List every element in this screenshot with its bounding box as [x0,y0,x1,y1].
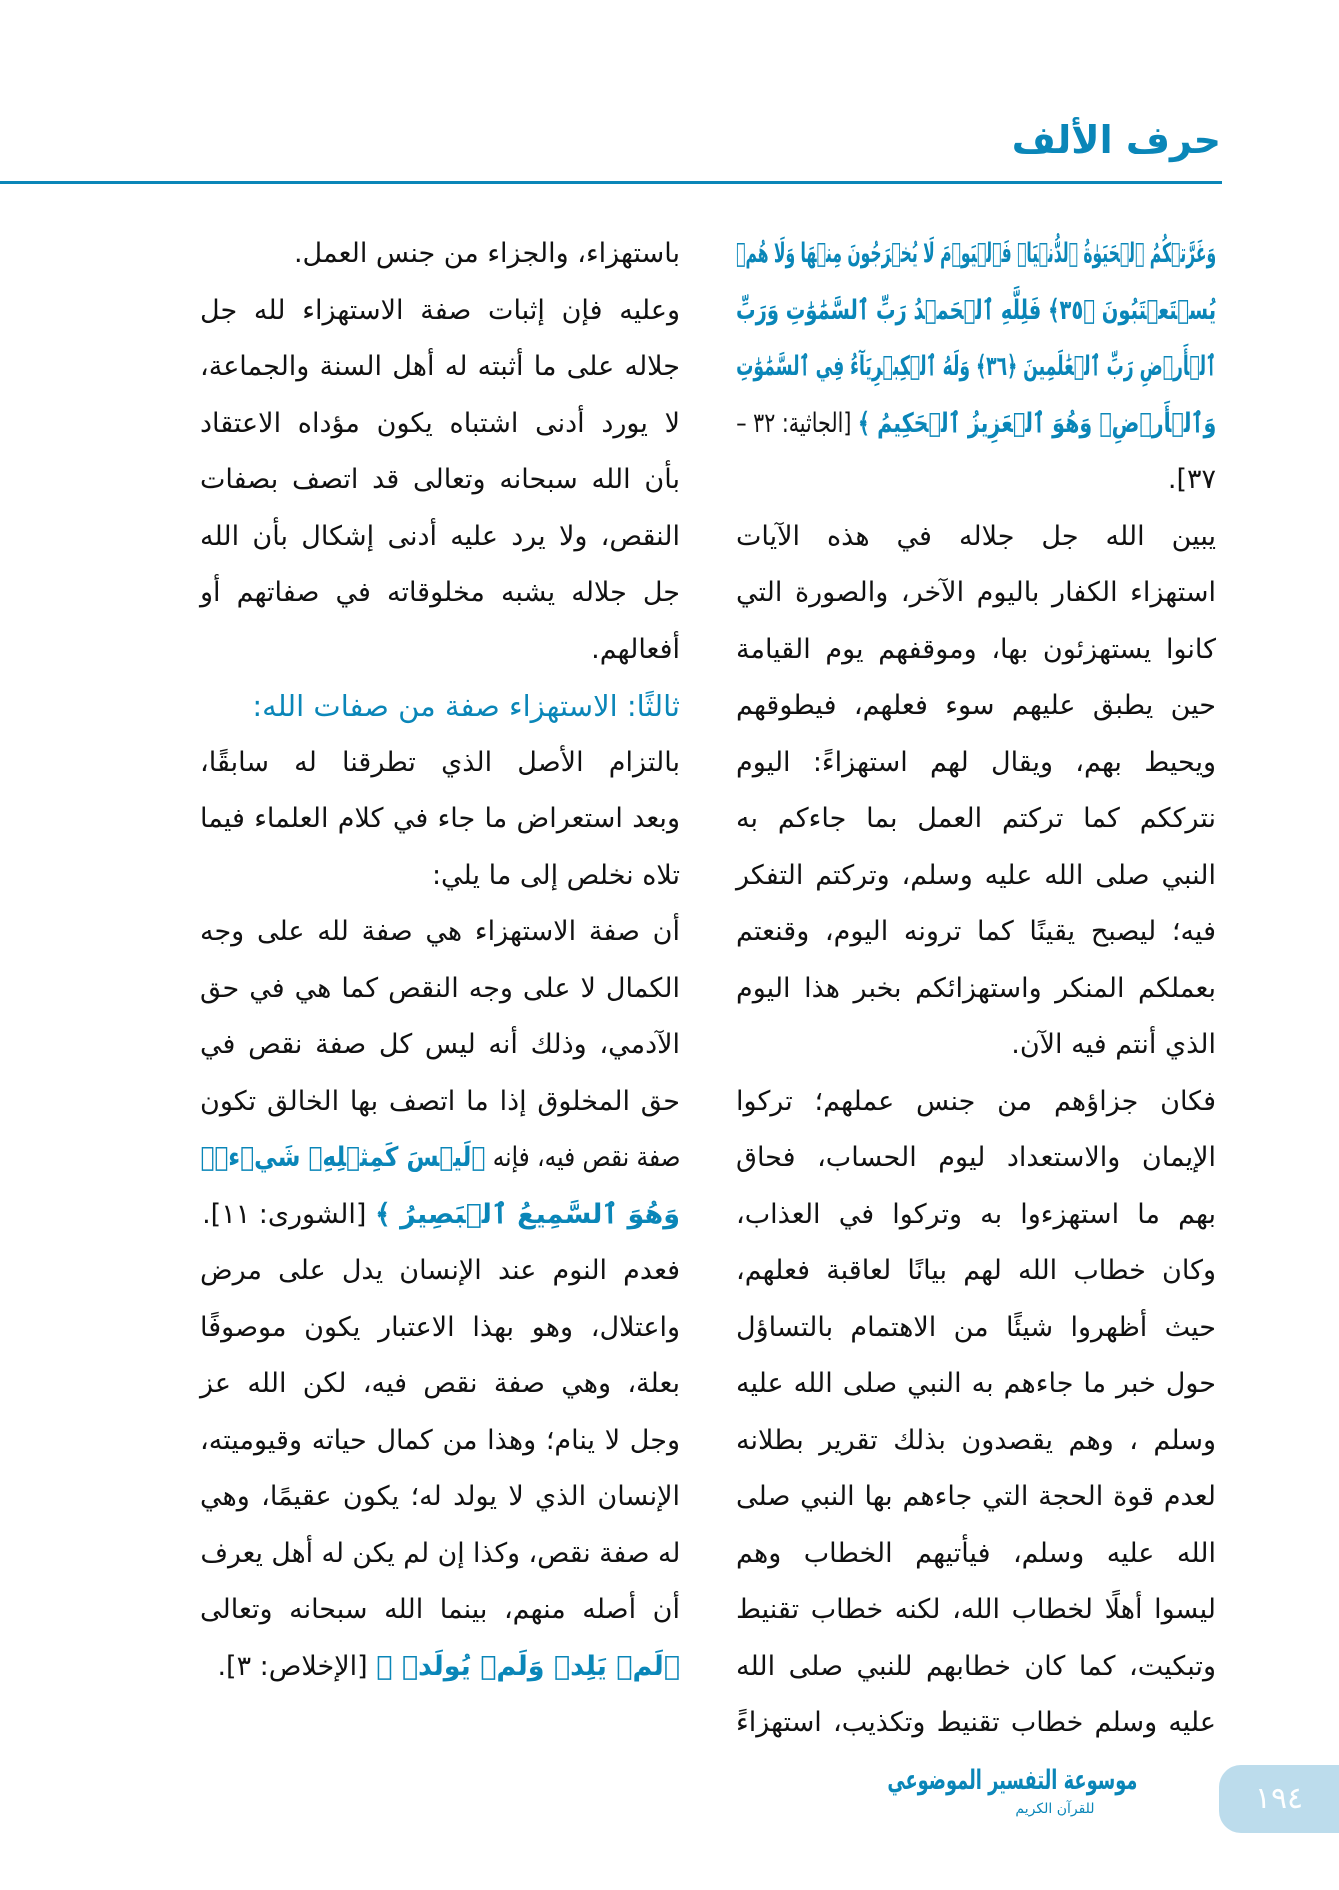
body-text: فكان جزاؤهم من جنس عملهم؛ تركوا [736,1085,1216,1117]
right-text-column [736,226,1216,1752]
body-text: حيث أظهروا شيئًا من الاهتمام بالتساؤل [736,1311,1216,1343]
text-line [736,283,1216,340]
text-line [200,339,680,396]
text-line [736,678,1216,735]
body-text: ثالثًا: الاستهزاء صفة من صفات الله: [252,689,680,723]
body-text: الإنسان الذي لا يولد له؛ يكون عقيمًا، وهي [200,1481,680,1512]
text-line [200,1582,680,1639]
text-line [200,396,680,453]
body-text: وبعد استعراض ما جاء في كلام العلماء فيما [200,803,680,834]
chapter-title: حرف الألف [1011,118,1221,162]
text-line [736,1582,1216,1639]
text-line [200,452,680,509]
quran-verse-text: ٱلۡأَرۡضِ رَبِّ ٱلۡعَٰلَمِينَ ﴿٣٦﴾ وَلَهُ ٱلۡكِبۡرِيَآءُ فِي ٱلسَّمَٰوَٰتِ [736,351,1216,382]
text-line [736,1187,1216,1244]
body-text: حين يطبق عليهم سوء فعلهم، فيطوقهم [736,690,1216,721]
body-text: [الشورى: ١١]. [202,1198,375,1230]
header-divider [0,181,1222,184]
text-line [200,735,680,792]
body-text: واعتلال، وهو بهذا الاعتبار يكون موصوفًا [200,1311,680,1343]
body-text: جل جلاله يشبه مخلوقاته في صفاتهم أو [200,577,680,608]
text-line [736,904,1216,961]
text-line [736,226,1216,283]
body-text: كانوا يستهزئون بها، وموقفهم يوم القيامة [736,633,1216,665]
body-text: الذي أنتم فيه الآن. [1011,1029,1216,1060]
body-text: لا يورد أدنى اشتباه يكون مؤداه الاعتقاد [200,407,680,439]
quran-verse-text: وَهُوَ ٱلسَّمِيعُ ٱلۡبَصِيرُ ﴾ [374,1198,680,1230]
body-text: حول خبر ما جاءهم به النبي صلى الله عليه [736,1368,1216,1399]
encyclopedia-logo [887,1762,1180,1818]
body-text: أفعالهم. [591,633,680,665]
body-text: [الجاثية: ٣٢ – [736,407,858,439]
body-text: باستهزاء، والجزاء من جنس العمل. [293,238,680,269]
text-line [736,791,1216,848]
text-line [736,1300,1216,1357]
body-text: بالتزام الأصل الذي تطرقنا له سابقًا، [200,746,680,778]
text-line [736,1130,1216,1187]
body-text: له صفة نقص، وكذا إن لم يكن له أهل يعرف [200,1537,680,1569]
text-line [736,396,1216,453]
text-line [736,848,1216,905]
text-line [736,1526,1216,1583]
body-text: بأن الله سبحانه وتعالى قد اتصف بصفات [200,464,680,495]
text-line [200,1074,680,1131]
text-line [736,1074,1216,1131]
left-text-column [200,226,680,1695]
body-text: حق المخلوق إذا ما اتصف بها الخالق تكون [200,1085,680,1117]
quran-verse-text: وَغَرَّتۡكُمُ ٱلۡحَيَوٰةُ ٱلدُّنۡيَاۚ فَٱلۡيَوۡمَ لَا يُخۡرَجُونَ مِنۡهَا وَلَا هُمۡ [736,238,1216,269]
text-line [736,1469,1216,1526]
body-text: وكان خطاب الله لهم بيانًا لعاقبة فعلهم، [736,1255,1216,1286]
body-text: أن أصله منهم، بينما الله سبحانه وتعالى [200,1594,680,1625]
body-text: وجل لا ينام؛ وهذا من كمال حياته وقيوميته، [200,1424,680,1456]
text-line [736,1413,1216,1470]
body-text: فيه؛ ليصبح يقينًا كما ترونه اليوم، وقنعتم [736,916,1216,947]
text-line [200,565,680,622]
text-line [200,848,680,905]
text-line [736,509,1216,566]
text-line [200,1469,680,1526]
body-text: استهزاء الكفار باليوم الآخر، والصورة التي [736,577,1216,608]
text-line [200,622,680,679]
body-text: النقص، ولا يرد عليه أدنى إشكال بأن الله [200,520,680,552]
logo-title: موسوعة التفسير الموضوعي [887,1765,1138,1796]
body-text: الكمال لا على وجه النقص كما هي في حق [200,972,680,1004]
body-text: ٣٧]. [1167,464,1216,495]
page-number: ١٩٤ [1219,1765,1339,1833]
text-line [200,1243,680,1300]
text-line [200,226,680,283]
body-text: بعلة، وهي صفة نقص فيه، لكن الله عز [200,1368,680,1399]
text-line [200,283,680,340]
text-line [200,1526,680,1583]
body-text: لعدم قوة الحجة التي جاءهم بها النبي صلى [736,1481,1216,1512]
text-line [736,452,1216,509]
text-line [736,961,1216,1018]
text-line [200,509,680,566]
body-text: النبي صلى الله عليه وسلم، وتركتم التفكر [736,859,1216,891]
logo-subtitle: للقرآن الكريم [1015,1801,1095,1817]
text-line [200,1356,680,1413]
body-text: الإيمان والاستعداد ليوم الحساب، فحاق [736,1142,1216,1173]
body-text: الآدمي، وذلك أنه ليس كل صفة نقص في [200,1029,680,1060]
text-line [200,1413,680,1470]
text-line [736,1356,1216,1413]
body-text: ويحيط بهم، ويقال لهم استهزاءً: اليوم [736,746,1216,778]
body-text: يبين الله جل جلاله في هذه الآيات [736,520,1216,552]
text-line [736,1695,1216,1752]
text-line [200,1639,680,1696]
text-line [200,1017,680,1074]
text-line [200,1300,680,1357]
body-text: أن صفة الاستهزاء هي صفة لله على وجه [200,916,680,947]
text-line [736,622,1216,679]
body-text: فعدم النوم عند الإنسان يدل على مرض [200,1255,680,1286]
text-line [200,791,680,848]
text-line [200,1130,680,1187]
text-line [736,565,1216,622]
quran-verse-text: يُسۡتَعۡتَبُونَ ﴿٣٥﴾ فَلِلَّهِ ٱلۡحَمۡدُ رَبِّ ٱلسَّمَٰوَٰتِ وَرَبِّ [736,294,1216,326]
text-line [736,1639,1216,1696]
body-text: بعملكم المنكر واستهزائكم بخبر هذا اليوم [736,972,1216,1004]
body-text: عليه وسلم خطاب تقنيط وتكذيب، استهزاءً [736,1707,1216,1738]
body-text: ليسوا أهلًا لخطاب الله، لكنه خطاب تقنيط [736,1594,1216,1625]
text-line [200,1187,680,1244]
text-line [736,1017,1216,1074]
body-text: نترككم كما تركتم العمل بما جاءكم به [736,803,1216,834]
text-line [736,735,1216,792]
text-line [736,339,1216,396]
quran-verse-text: ﴿لَمۡ يَلِدۡ وَلَمۡ يُولَدۡ ﴾ [376,1650,680,1682]
section-heading [200,678,680,735]
body-text: وتبكيت، كما كان خطابهم للنبي صلى الله [736,1650,1216,1682]
quran-verse-text: ﴿لَيۡسَ كَمِثۡلِهِۦ شَيۡءٞۖ [200,1142,485,1173]
body-text: وسلم ، وهم يقصدون بذلك تقرير بطلانه [736,1424,1216,1456]
body-text: تلاه نخلص إلى ما يلي: [431,859,680,891]
body-text: بهم ما استهزءوا به وتركوا في العذاب، [736,1198,1216,1230]
quran-verse-text: وَٱلۡأَرۡضِۖ وَهُوَ ٱلۡعَزِيزُ ٱلۡحَكِيمُ ﴾ [857,407,1216,439]
body-text: جلاله على ما أثبته له أهل السنة والجماعة، [200,351,680,382]
text-line [736,1243,1216,1300]
text-line [200,904,680,961]
body-text: [الإخلاص: ٣]. [217,1650,377,1682]
text-line [200,961,680,1018]
body-text: صفة نقص فيه، فإنه [484,1142,680,1173]
body-text: وعليه فإن إثبات صفة الاستهزاء لله جل [200,294,680,326]
body-text: الله عليه وسلم، فيأتيهم الخطاب وهم [736,1537,1216,1569]
